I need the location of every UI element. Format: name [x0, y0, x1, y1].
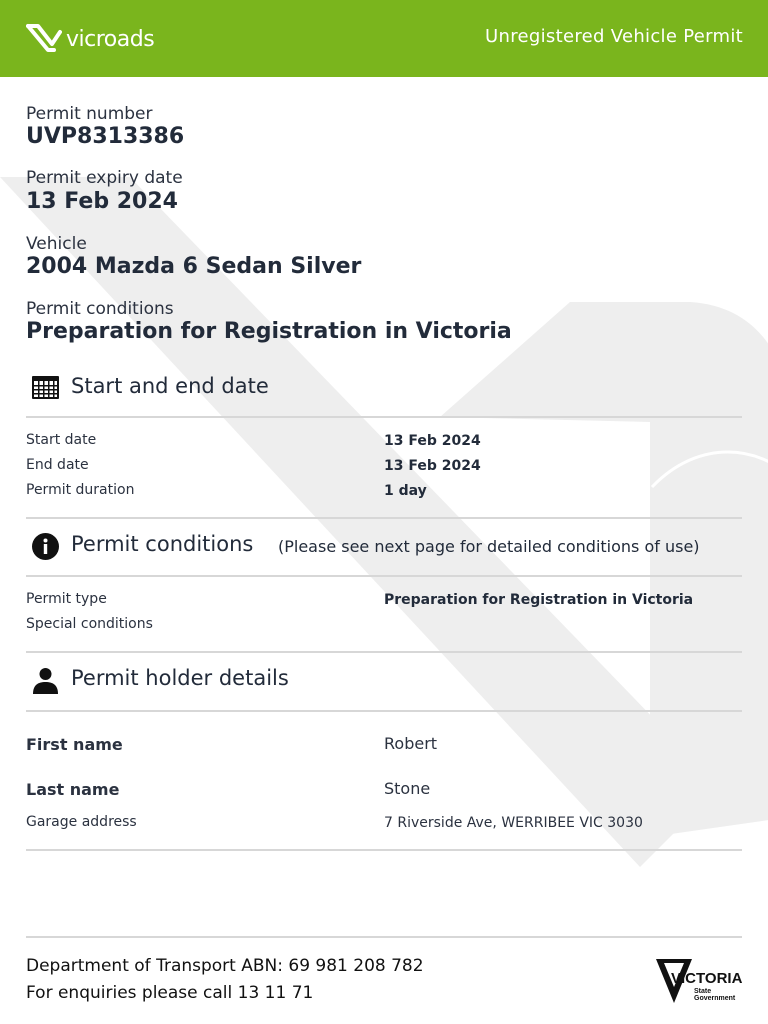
garage-address-label: Garage address — [26, 814, 137, 830]
divider — [26, 575, 742, 577]
vehicle-value: 2004 Mazda 6 Sedan Silver — [26, 254, 362, 279]
divider — [26, 416, 742, 418]
gov-logo-sub2: Government — [694, 995, 736, 1002]
enquiries-phone: For enquiries please call 13 11 71 — [26, 983, 314, 1003]
expiry-label: Permit expiry date — [26, 168, 183, 188]
divider — [26, 651, 742, 653]
start-date-label: Start date — [26, 432, 97, 448]
permit-number-label: Permit number — [26, 104, 153, 124]
department-abn: Department of Transport ABN: 69 981 208 782 — [26, 956, 424, 976]
permit-type-label: Permit type — [26, 591, 107, 607]
victoria-government-logo — [656, 957, 746, 1005]
first-name-label: First name — [26, 735, 123, 754]
divider — [26, 710, 742, 712]
divider — [26, 849, 742, 851]
duration-label: Permit duration — [26, 482, 135, 498]
divider — [26, 517, 742, 519]
gov-logo-sub1: State — [694, 988, 712, 995]
person-icon — [32, 667, 59, 694]
document-title: Unregistered Vehicle Permit — [485, 26, 743, 47]
end-date-label: End date — [26, 457, 89, 473]
calendar-icon — [32, 376, 59, 399]
permit-number: UVP8313386 — [26, 124, 185, 149]
conditions-section-note: (Please see next page for detailed conditions of use) — [278, 537, 700, 556]
gov-logo-text: VICTORIA — [671, 970, 743, 987]
conditions-value: Preparation for Registration in Victoria — [26, 319, 512, 344]
conditions-label: Permit conditions — [26, 299, 174, 319]
header-bar — [0, 0, 768, 77]
expiry-date: 13 Feb 2024 — [26, 189, 178, 214]
dates-section-title: Start and end date — [71, 374, 269, 398]
footer-divider — [26, 936, 742, 938]
first-name-value: Robert — [384, 734, 438, 753]
end-date-value: 13 Feb 2024 — [384, 458, 481, 474]
vehicle-label: Vehicle — [26, 234, 87, 254]
holder-section-title: Permit holder details — [71, 666, 289, 690]
vicroads-logo — [26, 22, 166, 56]
logo-text: vicroads — [66, 27, 155, 52]
start-date-value: 13 Feb 2024 — [384, 433, 481, 449]
last-name-value: Stone — [384, 779, 431, 798]
garage-address-value: 7 Riverside Ave, WERRIBEE VIC 3030 — [384, 815, 643, 831]
conditions-section-title: Permit conditions — [71, 532, 254, 556]
permit-type-value: Preparation for Registration in Victoria — [384, 592, 694, 608]
info-icon — [32, 533, 59, 560]
vicroads-logo-mark-icon — [26, 22, 62, 54]
duration-value: 1 day — [384, 483, 427, 499]
last-name-label: Last name — [26, 780, 120, 799]
special-conditions-label: Special conditions — [26, 616, 153, 632]
